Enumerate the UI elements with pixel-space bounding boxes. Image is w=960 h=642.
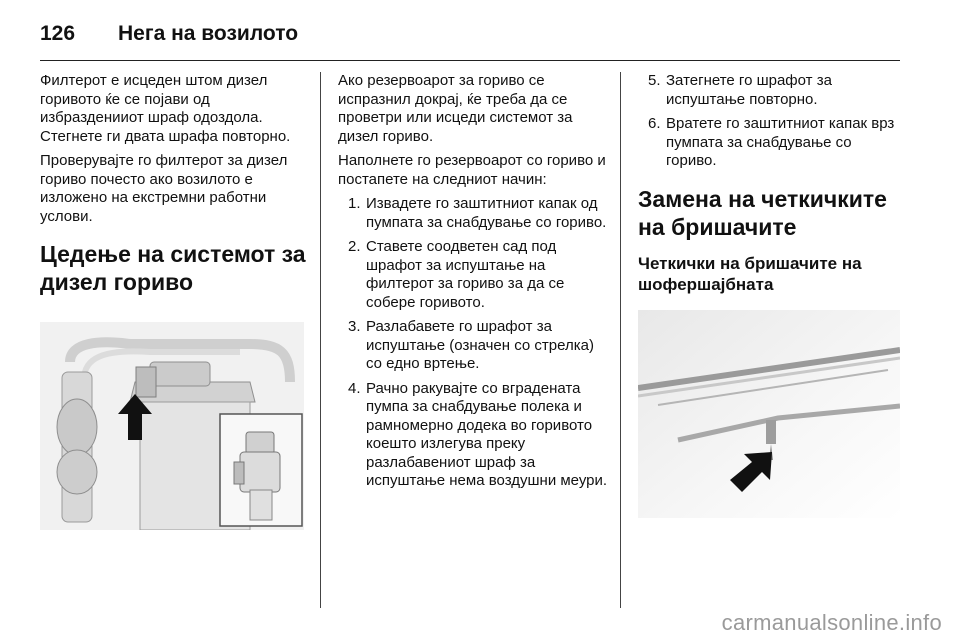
list-item: 6. Вратете го заштитниот капак врз пумпата за снабдување со гориво.: [648, 115, 895, 169]
page-number: 126: [40, 22, 76, 45]
column-divider: [620, 72, 621, 608]
paragraph: Наполнете го резервоарот со гориво и постапете на следниот начин:: [338, 152, 606, 188]
paragraph: Филтерот е исцеден штом дизел горивото ќе се појави од избразденииот шраф одоздола. Стегнете ги двата шрафа повторно.: [40, 72, 291, 145]
column-left: [40, 72, 308, 308]
subsection-heading: Четкички на бришачите на шофершајбната: [638, 253, 862, 294]
list-item: 4. Рачно ракувајте со вградената пумпа за снабдување полека и рамномерно додека во горивото коешто излегува преку разлабавениот шраф за испуштање нема воздушни меури.: [348, 379, 608, 489]
section-heading: Замена на четкичките на бришачите: [638, 185, 887, 240]
column-divider: [320, 72, 321, 608]
steps-list: [338, 195, 608, 491]
header-rule: [40, 60, 900, 61]
watermark: carmanualsonline.info: [721, 610, 942, 635]
column-right: [638, 72, 900, 305]
list-item: 1. Извадете го заштитниот капак од пумпата за снабдување со гориво.: [348, 195, 607, 231]
list-item: 3. Разлабавете го шрафот за испуштање (означен со стрелка) со едно вртење.: [348, 318, 594, 372]
paragraph: Проверувајте го филтерот за дизел гориво почесто ако возилото е изложено на екстремни работни услови.: [40, 152, 288, 225]
paragraph: Ако резервоарот за гориво се испразнил докрај, ќе треба да се проветри или исцеди системот за дизел гориво.: [338, 72, 573, 145]
page-title: Нега на возилото: [118, 22, 299, 45]
list-item: 5. Затегнете го шрафот за испуштање повторно.: [648, 72, 832, 108]
steps-list: [638, 72, 900, 171]
section-heading: Цедење на системот за дизел гориво: [40, 241, 306, 295]
list-item: 2. Ставете соодветен сад под шрафот за испуштање на филтерот за гориво за да се собере горивото.: [348, 238, 565, 311]
column-middle: [338, 72, 608, 497]
fuel-filter-illustration: [40, 322, 304, 530]
wiper-illustration: [638, 310, 900, 518]
page-header: [40, 14, 900, 54]
